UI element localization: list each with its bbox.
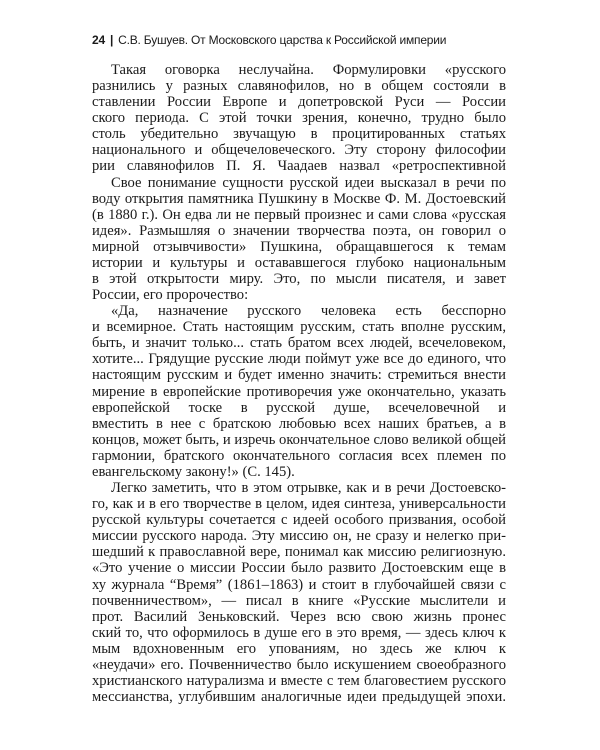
text-line: евангельскому закону!» (С. 145). [92,463,295,480]
running-header [92,33,446,47]
text-line: ставлении России Европе и допетровской Руси — России [92,94,506,111]
text-line: идея». Размышляя о значении творчества поэта, он говорил о [92,222,506,239]
text-line: «Это учение о миссии России было развито Достоевским еще в [92,560,506,577]
paragraph [92,303,506,480]
text-line: мессианства, углубившим аналогичные идеи предыдущей эпохи. [92,689,506,706]
text-line: (в 1880 г.). Он едва ли не первый произнес и сами слова «русская [92,206,506,223]
text-line: ский то, что оформилось в душе его в это время, — здесь ключ к [92,624,506,641]
text-line: гармонии, братского окончательного согласия всех племен по [92,447,506,464]
text-line: мирной отзывчивости» Пушкина, обращавшегося к темам [92,238,506,255]
text-line: концов, может быть, и изречь окончательное слово великой общей [92,431,506,448]
text-line: мирение в европейские противоречия уже окончательно, указать [92,383,506,400]
text-line: ху журнала “Время” (1861–1863) и стоит в глубочайшей связи с [92,576,506,593]
text-line: разнились у разных славянофилов, но в общем состояли в [92,78,506,95]
text-line: го, как и в его творчестве в целом, идея синтеза, универсальности [92,496,506,513]
text-line: Такая оговорка неслучайна. Формулировки «русского [111,62,506,78]
text-line: в этой открытости миру. Это, по мысли писателя, и завет [92,271,506,288]
text-line: хотите... Грядущие русские люди поймут уже все до единого, что [92,351,506,368]
text-line: национального и общечеловеческого. Эту сторону философии [92,142,506,159]
running-title: С.В. Бушуев. От Московского царства к Российской империи [118,33,447,47]
page-number: 24 [92,33,105,47]
text-line: почвенничеством», — писал в книге «Русские мыслители и [92,592,506,609]
text-line: мым вдохновенным его упованиям, но здесь же ключ к [92,640,506,657]
text-line: вместить в нее с братскою любовью всех наших братьев, а в [92,415,506,432]
text-line: быть, и значит только... стать братом всех людей, всечеловеком, [92,335,506,352]
text-line: миссии русского народа. Эту миссию он, не сразу и нелегко при- [92,528,506,545]
text-line: истории и культуры и остававшегося глубоко национальным [92,254,506,271]
text-line: столь убедительно звучащую в процитированных статьях [92,126,506,143]
text-line: христианского натурализма и вместе с тем благовестием русского [92,672,506,689]
text-line: рии славянофилов П. Я. Чаадаев назвал «ретроспективной [92,158,506,175]
text-line: русской культуры сочетается с идеей особого призвания, особой [92,512,506,529]
text-line: Легко заметить, что в этом отрывке, как и в речи Достоевско- [111,480,506,497]
body-text [92,62,506,705]
text-line: и всемирное. Стать настоящим русским, стать вполне русским, [92,319,506,336]
paragraph [92,62,506,175]
paragraph [92,175,506,304]
text-line: шедший к православной вере, понимал как миссию религиозную. [92,544,506,561]
text-line: «Да, назначение русского человека есть бесспорно [111,303,506,320]
text-line: европейской тоске в русской душе, всечеловечной и [92,399,506,416]
text-line: прот. Василий Зеньковский. Через всю свою жизнь пронес [92,608,506,625]
header-separator: | [109,33,114,47]
text-line: настоящим русским и будет именно значить: стремиться внести [92,367,506,384]
text-line: «неудачи» его. Почвенничество было искушением своеобразного [92,656,506,673]
paragraph [92,480,506,705]
text-line: Свое понимание сущности русской идеи высказал в речи по [111,174,506,191]
text-line: ского периода. С этой точки зрения, конечно, трудно было [92,110,506,127]
text-line: воду открытия памятника Пушкину в Москве Ф. М. Достоевский [92,190,506,207]
text-line: России, его пророчество: [92,287,249,304]
